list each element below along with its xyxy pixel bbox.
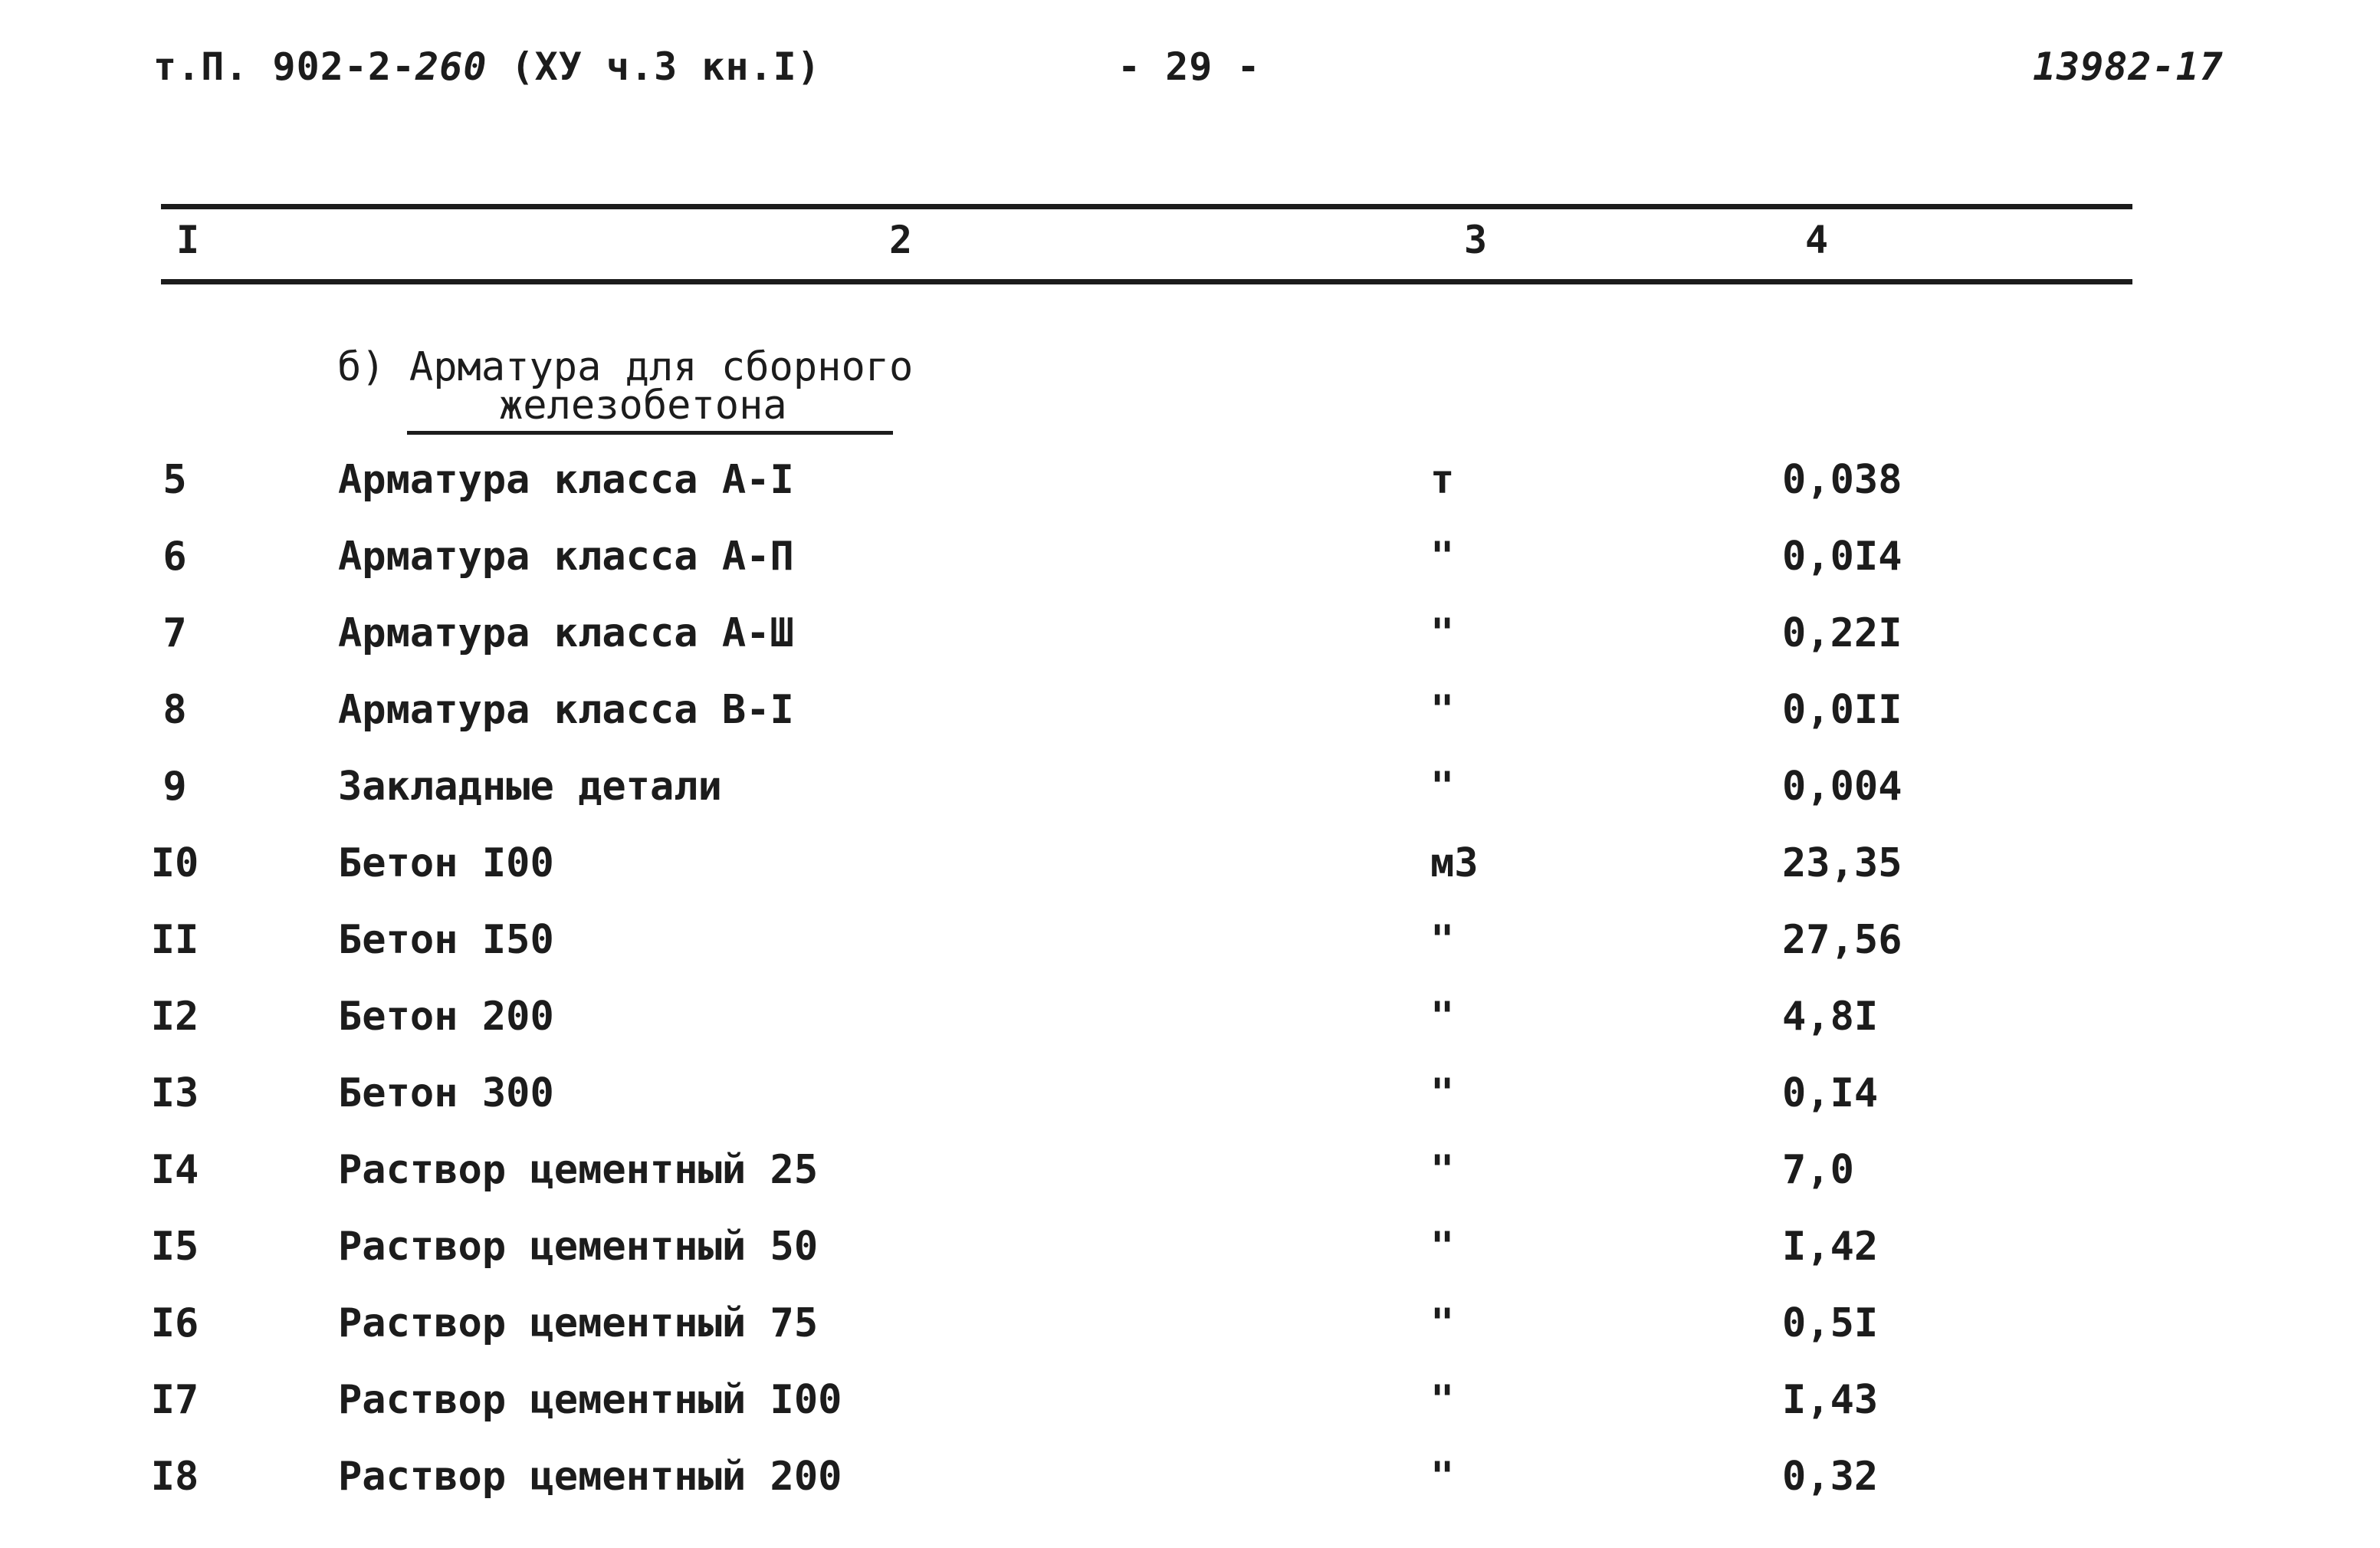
row-number: I0 (150, 840, 199, 886)
item-quantity: 0,22I (1782, 610, 1902, 656)
table-row (0, 610, 2380, 687)
table-row (0, 1377, 2380, 1454)
section-title-underline (407, 431, 893, 435)
item-quantity: 0,0I4 (1782, 534, 1902, 580)
row-number: 9 (162, 764, 187, 810)
item-name: Раствор цементный 50 (338, 1224, 819, 1270)
item-unit: " (1430, 1224, 1455, 1270)
item-quantity: 27,56 (1782, 917, 1902, 963)
item-name: Арматура класса В-I (338, 687, 794, 733)
item-name: Бетон 200 (338, 994, 554, 1040)
item-name: Раствор цементный 25 (338, 1147, 819, 1193)
item-unit: " (1430, 1070, 1455, 1116)
item-unit: " (1430, 917, 1455, 963)
item-unit: " (1430, 534, 1455, 580)
section-title (337, 344, 914, 429)
item-quantity: I,43 (1782, 1377, 1879, 1423)
item-quantity: 0,0II (1782, 687, 1902, 733)
doc-prefix: т.П. 902-2- (153, 44, 416, 89)
table-row (0, 1070, 2380, 1147)
table-row (0, 764, 2380, 840)
item-quantity: 0,5I (1782, 1300, 1879, 1346)
item-unit: " (1430, 687, 1455, 733)
row-number: I8 (150, 1454, 199, 1500)
table-row (0, 917, 2380, 994)
item-name: Арматура класса А-I (338, 457, 794, 503)
table-row (0, 840, 2380, 917)
item-name: Арматура класса А-П (338, 534, 794, 580)
column-number-1: I (176, 218, 200, 262)
column-number-2: 2 (889, 218, 913, 262)
row-number: I4 (150, 1147, 199, 1193)
column-number-3: 3 (1464, 218, 1488, 262)
item-unit: " (1430, 610, 1455, 656)
document-designation (153, 44, 821, 89)
item-quantity: 4,8I (1782, 994, 1879, 1040)
item-name: Бетон I50 (338, 917, 554, 963)
item-quantity: 0,I4 (1782, 1070, 1879, 1116)
row-number: I6 (150, 1300, 199, 1346)
item-unit: " (1430, 764, 1455, 810)
column-number-4: 4 (1805, 218, 1829, 262)
item-name: Раствор цементный 200 (338, 1454, 842, 1500)
row-number: 6 (162, 534, 187, 580)
row-number: 7 (162, 610, 187, 656)
item-unit: " (1430, 1300, 1455, 1346)
table-header-rule (161, 279, 2132, 284)
item-name: Раствор цементный I00 (338, 1377, 842, 1423)
item-name: Бетон 300 (338, 1070, 554, 1116)
item-name: Закладные детали (338, 764, 722, 810)
table-top-rule (161, 204, 2132, 209)
row-number: I3 (150, 1070, 199, 1116)
row-number: 5 (162, 457, 187, 503)
row-number: I5 (150, 1224, 199, 1270)
row-number: II (150, 917, 199, 963)
item-quantity: 7,0 (1782, 1147, 1854, 1193)
item-unit: " (1430, 1454, 1455, 1500)
item-quantity: 0,004 (1782, 764, 1902, 810)
section-title-line2: железобетона (499, 383, 787, 429)
page-number: - 29 - (1118, 44, 1261, 89)
item-unit: " (1430, 994, 1455, 1040)
item-name: Бетон I00 (338, 840, 554, 886)
item-quantity: 23,35 (1782, 840, 1902, 886)
table-row (0, 457, 2380, 534)
item-name: Раствор цементный 75 (338, 1300, 819, 1346)
row-number: I2 (150, 994, 199, 1040)
table-row (0, 1454, 2380, 1530)
archive-number: 13982-17 (2033, 44, 2224, 89)
table-row (0, 1300, 2380, 1377)
section-title-line1: б) Арматура для сборного (337, 344, 914, 390)
table-row (0, 1147, 2380, 1224)
item-quantity: 0,038 (1782, 457, 1902, 503)
row-number: I7 (150, 1377, 199, 1423)
item-unit: " (1430, 1147, 1455, 1193)
table-row (0, 687, 2380, 764)
table-row (0, 1224, 2380, 1300)
table-row (0, 994, 2380, 1070)
item-unit: " (1430, 1377, 1455, 1423)
row-number: 8 (162, 687, 187, 733)
item-quantity: I,42 (1782, 1224, 1879, 1270)
item-quantity: 0,32 (1782, 1454, 1879, 1500)
item-unit: м3 (1430, 840, 1479, 886)
doc-suffix: (XУ ч.3 кн.I) (487, 44, 821, 89)
table-row (0, 534, 2380, 610)
item-unit: т (1430, 457, 1455, 503)
item-name: Арматура класса А-Ш (338, 610, 794, 656)
doc-handwritten-number: 260 (415, 44, 487, 89)
